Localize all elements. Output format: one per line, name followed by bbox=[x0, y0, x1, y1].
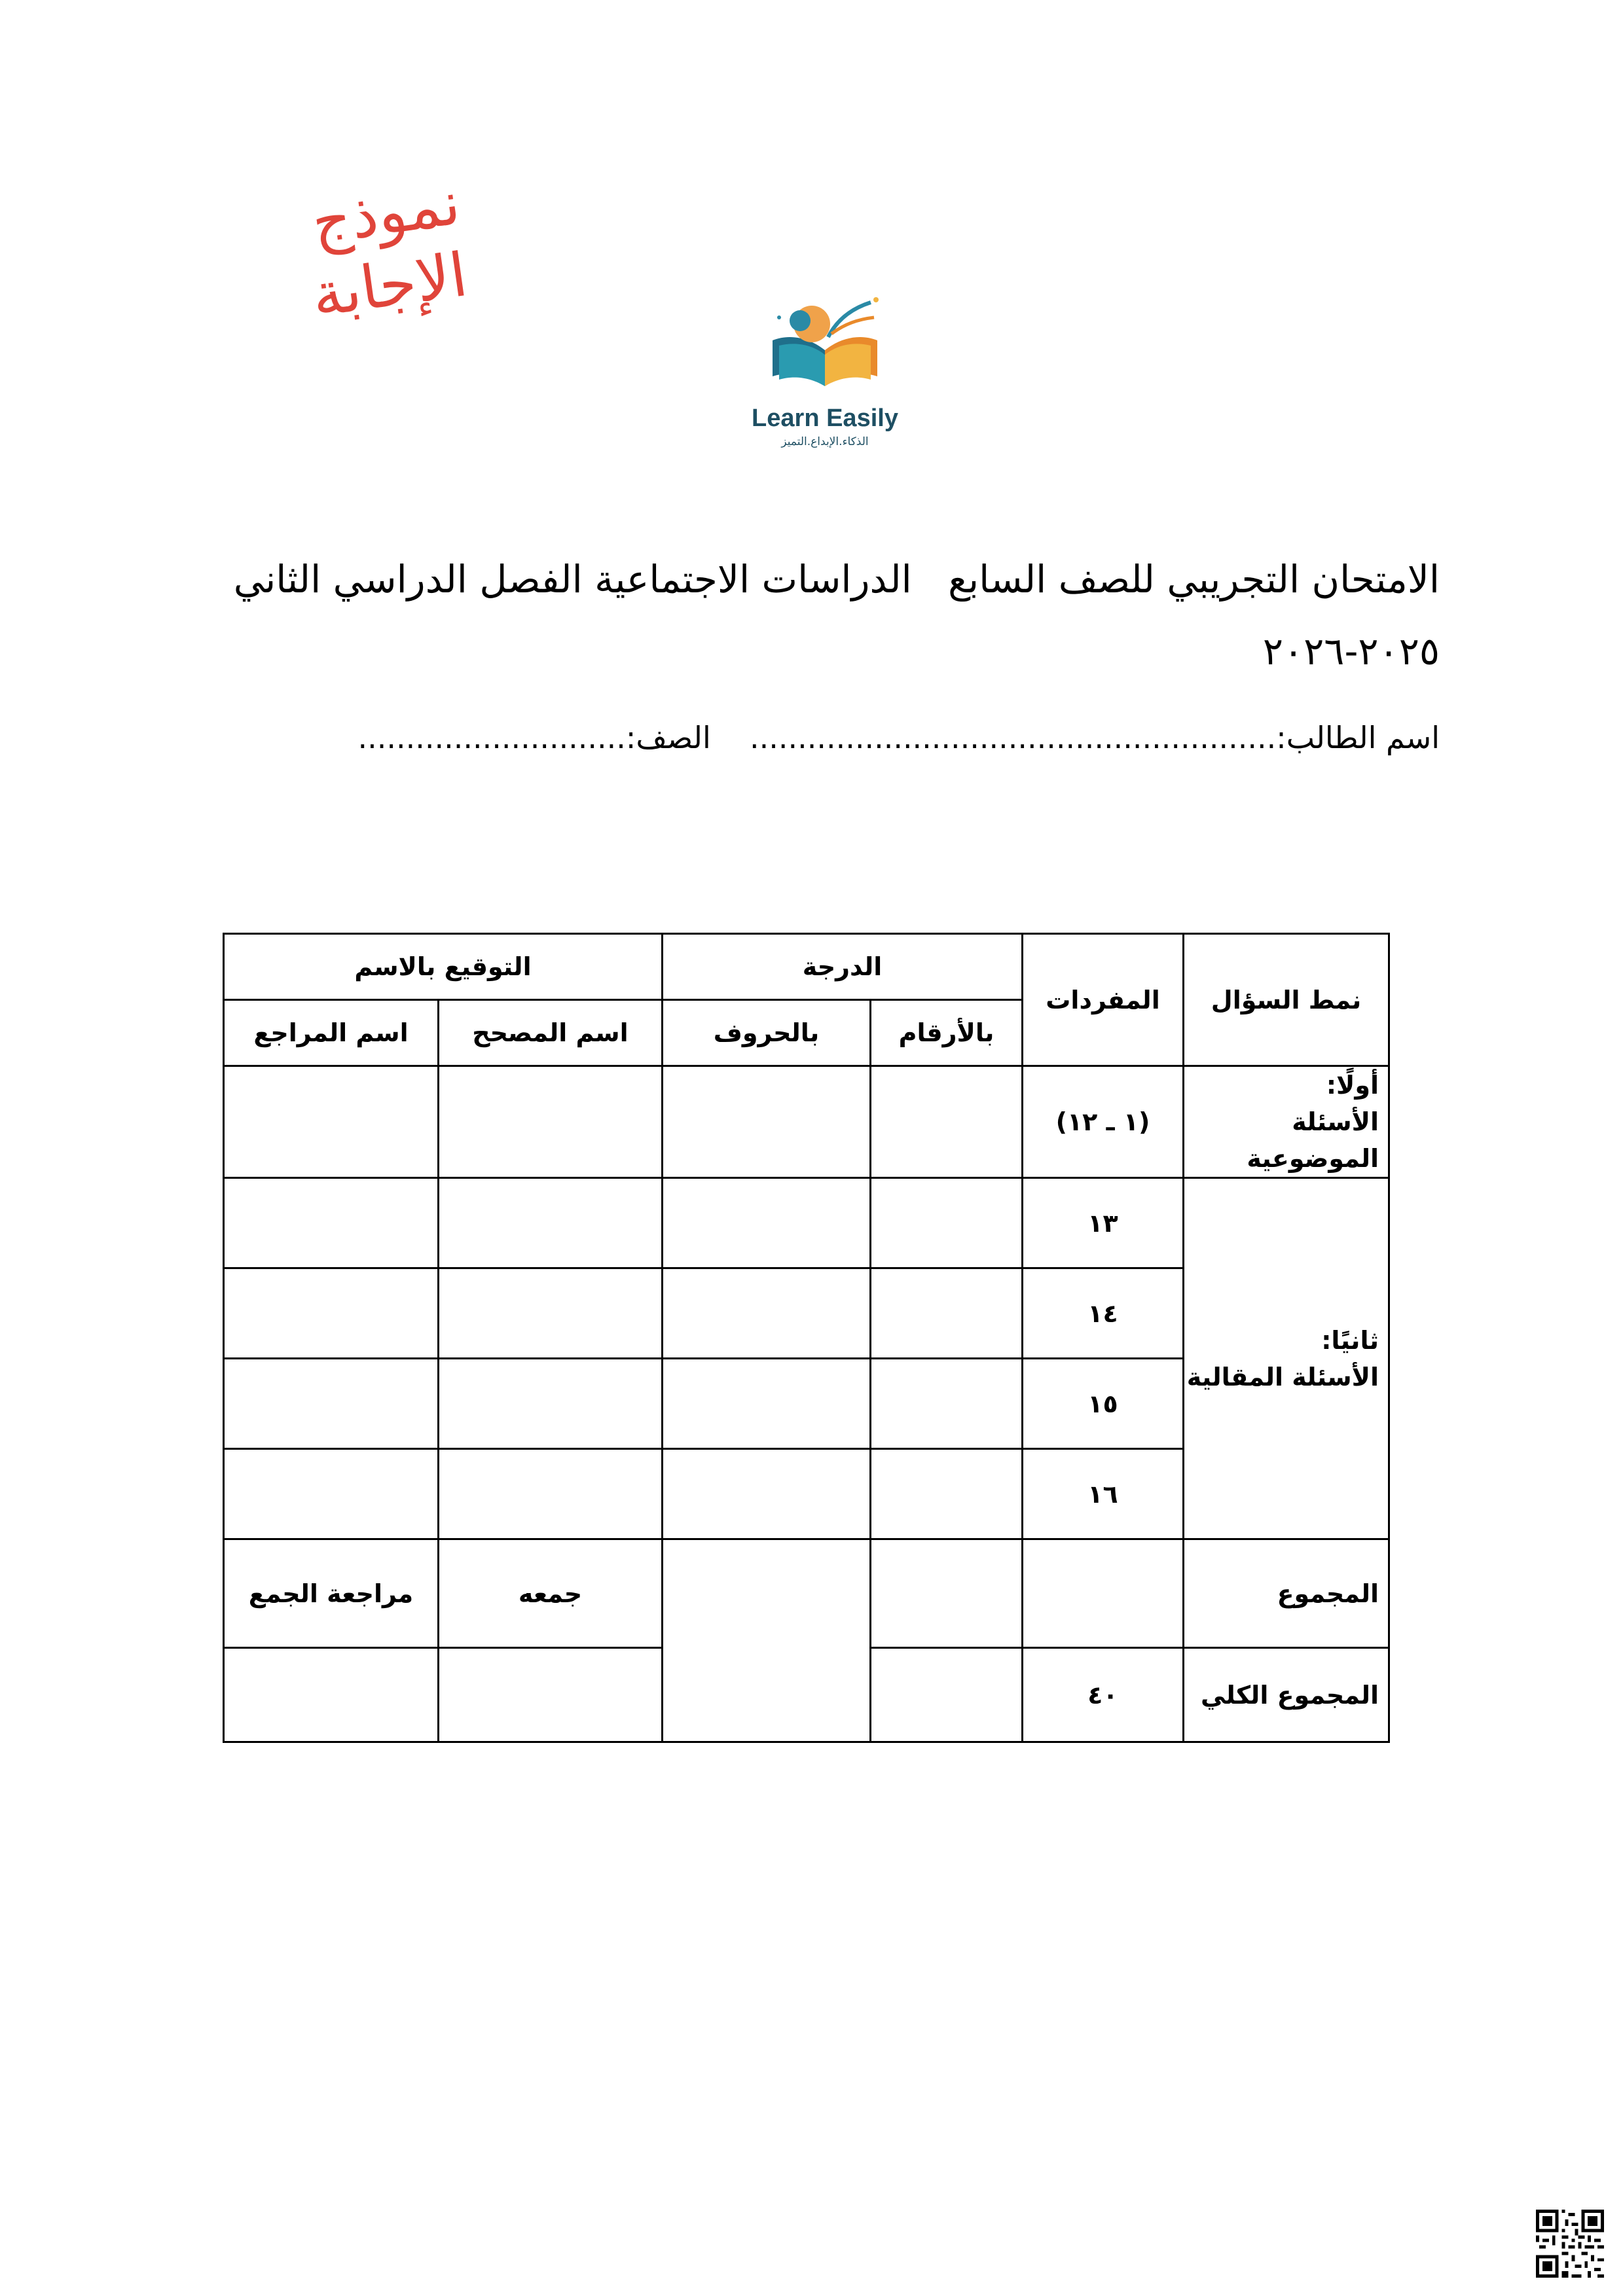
reviewer-cell[interactable] bbox=[224, 1359, 439, 1449]
corrector-cell[interactable] bbox=[439, 1066, 663, 1178]
header-grade: الدرجة bbox=[663, 934, 1023, 1000]
table-header-row bbox=[224, 934, 1389, 1000]
qr-code-icon bbox=[1536, 2210, 1604, 2278]
logo-brand-text: Learn Easily bbox=[752, 404, 898, 432]
section-essay-name: الأسئلة المقالية bbox=[1186, 1362, 1379, 1391]
sum-label: جمعه bbox=[439, 1539, 663, 1648]
section-essay bbox=[1184, 1178, 1389, 1539]
header-reviewer: اسم المراجع bbox=[224, 1000, 439, 1066]
grade-numbers-cell[interactable] bbox=[871, 1268, 1023, 1359]
student-name-field[interactable]: ....................................................... bbox=[749, 720, 1277, 755]
header-signature: التوقيع بالاسم bbox=[224, 934, 663, 1000]
header-question-type: نمط السؤال bbox=[1184, 934, 1389, 1066]
stamp-line-1: نموذج bbox=[307, 168, 465, 258]
student-name-label: اسم الطالب: bbox=[1276, 720, 1440, 755]
grade-letters-cell[interactable] bbox=[663, 1178, 871, 1268]
grade-letters-cell[interactable] bbox=[663, 1359, 871, 1449]
student-class-label: الصف: bbox=[625, 720, 711, 755]
corrector-cell[interactable] bbox=[439, 1268, 663, 1359]
header-items: المفردات bbox=[1023, 934, 1184, 1066]
grade-letters-cell[interactable] bbox=[663, 1066, 871, 1178]
exam-title bbox=[233, 543, 1440, 687]
corrector-cell[interactable] bbox=[439, 1178, 663, 1268]
item-number: ١٦ bbox=[1023, 1449, 1184, 1539]
stamp-line-2: الإجابة bbox=[307, 240, 472, 331]
grand-total-label: المجموع الكلي bbox=[1184, 1648, 1389, 1742]
section-objective-title: أولًا: bbox=[1326, 1071, 1379, 1100]
grand-total-letters-cell[interactable] bbox=[663, 1539, 871, 1742]
grade-letters-cell[interactable] bbox=[663, 1268, 871, 1359]
reviewer-cell[interactable] bbox=[224, 1066, 439, 1178]
answer-key-stamp bbox=[277, 163, 508, 361]
logo-tagline: الذكاء.الإبداع.التميز bbox=[781, 435, 869, 448]
exam-title-year: ٢٠٢٥-٢٠٢٦ bbox=[1262, 629, 1440, 673]
reviewer-cell[interactable] bbox=[224, 1449, 439, 1539]
exam-title-line-1: الامتحان التجريبي للصف السابع الدراسات الاجتماعية الفصل الدراسي الثاني bbox=[233, 557, 1440, 601]
section-objective-name: الأسئلة الموضوعية bbox=[1247, 1107, 1379, 1173]
items-objective: (١ ـ ١٢) bbox=[1023, 1066, 1184, 1178]
total-numbers-cell[interactable] bbox=[871, 1539, 1023, 1648]
item-number: ١٥ bbox=[1023, 1359, 1184, 1449]
grade-numbers-cell[interactable] bbox=[871, 1178, 1023, 1268]
corrector-cell[interactable] bbox=[439, 1359, 663, 1449]
header-corrector: اسم المصحح bbox=[439, 1000, 663, 1066]
section-objective bbox=[1184, 1066, 1389, 1178]
grades-table bbox=[223, 933, 1390, 1743]
corrector-cell[interactable] bbox=[439, 1449, 663, 1539]
header-grade-letters: بالحروف bbox=[663, 1000, 871, 1066]
table-row bbox=[224, 1539, 1389, 1648]
reviewer-cell[interactable] bbox=[224, 1178, 439, 1268]
item-number: ١٤ bbox=[1023, 1268, 1184, 1359]
sum-review-signature-cell[interactable] bbox=[224, 1648, 439, 1742]
sum-signature-cell[interactable] bbox=[439, 1648, 663, 1742]
grand-total-numbers-cell[interactable] bbox=[871, 1648, 1023, 1742]
table-row bbox=[224, 1066, 1389, 1178]
total-label: المجموع bbox=[1184, 1539, 1389, 1648]
grade-numbers-cell[interactable] bbox=[871, 1066, 1023, 1178]
header-grade-numbers: بالأرقام bbox=[871, 1000, 1023, 1066]
grade-numbers-cell[interactable] bbox=[871, 1359, 1023, 1449]
item-number: ١٣ bbox=[1023, 1178, 1184, 1268]
reviewer-cell[interactable] bbox=[224, 1268, 439, 1359]
book-brain-logo-icon bbox=[759, 288, 890, 399]
section-essay-title: ثانيًا: bbox=[1321, 1325, 1379, 1355]
total-items-cell[interactable] bbox=[1023, 1539, 1184, 1648]
grade-numbers-cell[interactable] bbox=[871, 1449, 1023, 1539]
grand-total-value: ٤٠ bbox=[1023, 1648, 1184, 1742]
table-row bbox=[224, 1178, 1389, 1268]
student-info bbox=[249, 720, 1440, 755]
sum-review-label: مراجعة الجمع bbox=[224, 1539, 439, 1648]
student-class-field[interactable]: ............................ bbox=[357, 720, 626, 755]
logo bbox=[733, 288, 917, 471]
grade-letters-cell[interactable] bbox=[663, 1449, 871, 1539]
